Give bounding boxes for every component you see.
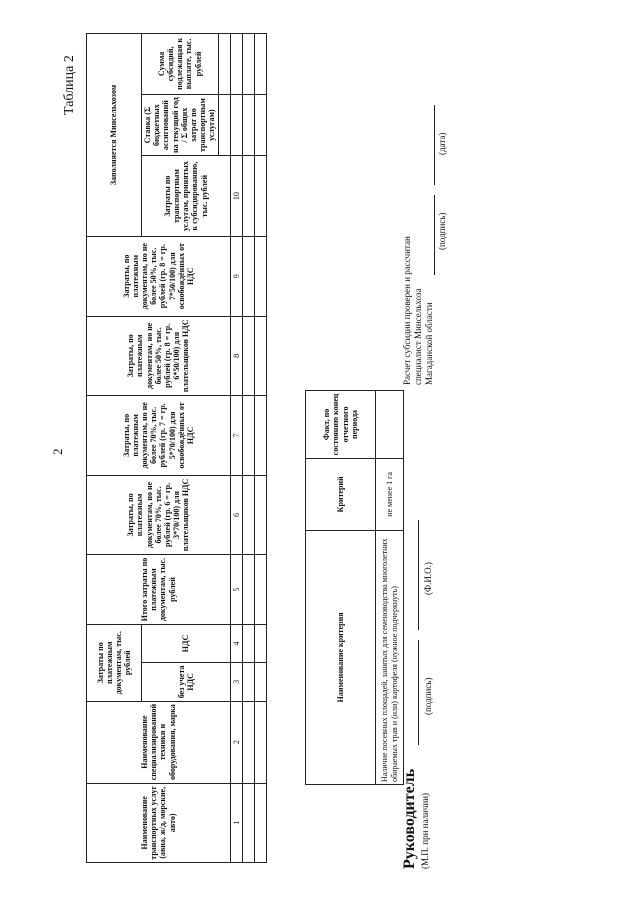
header-ministry-costs: Затраты по транспортным услугам, принятых к субсидированию, тыс. рублей	[142, 156, 231, 236]
column-number: 3	[230, 663, 242, 702]
ministry-signature-line	[434, 195, 435, 275]
table-row	[376, 391, 404, 785]
signature-head-title: Руководитель	[401, 768, 418, 869]
ministry-date-caption: (дата)	[437, 132, 447, 155]
header-col-8: Затраты, по платежным документам, но не более 50%, тыс. рублей (гр. 8 = гр. 6*50/100) для плательщиков НДС	[87, 316, 231, 395]
criteria-row-fact	[376, 391, 404, 459]
table-row	[254, 34, 266, 863]
header-ministry-rate-fill	[218, 94, 230, 156]
header-transport-services: Наименование транспортных услуг (авиа, ж/д, морские, авто)	[87, 783, 231, 862]
column-number: 9	[230, 236, 242, 316]
column-number: 1	[230, 783, 242, 862]
column-number	[230, 94, 242, 156]
page-number: 2	[50, 448, 65, 455]
column-number: 6	[230, 475, 242, 554]
header-ministry-sum-fill	[218, 34, 230, 95]
ministry-date-line	[434, 105, 435, 185]
signature-seal-note: (М.П. при наличии)	[420, 793, 430, 869]
column-number: 2	[230, 701, 242, 783]
criteria-header-fact: Факт, по состоянию конец отчетного периода	[306, 391, 376, 459]
header-equipment: Наименование специализированной техники и оборудования, марка	[87, 701, 231, 783]
table-row	[242, 34, 254, 863]
header-total: Итого затраты по платежным документам, тыс. рублей	[87, 555, 231, 625]
table-title: Таблица 2	[62, 55, 77, 115]
criteria-header-criterion: Критерий	[306, 458, 376, 530]
header-payment-docs: Затраты по платежным документам, тыс. рублей	[87, 624, 142, 701]
signature-name-caption: (Ф.И.О.)	[423, 562, 433, 595]
ministry-note-line-2: специалист Минсельхоза	[413, 288, 423, 385]
header-col-7: Затраты, по платежным документам, но не более 70%, тыс. рублей (гр. 7 = гр. 5*70/100) для освобождённых от НДС	[87, 395, 231, 475]
header-ministry: Заполняется Минсельхозом	[87, 34, 142, 237]
header-col-9: Затраты, по платежным документам, но не более 50%, тыс. рублей (гр. 8 = гр. 7*50/100) для освобождённых от НДС	[87, 236, 231, 316]
header-without-vat: без учета НДС	[142, 663, 231, 702]
ministry-sign-caption: (подпись)	[437, 212, 447, 250]
ministry-note-line-3: Магаданской области	[424, 302, 434, 385]
criteria-row-criterion: не менее 1 га	[376, 458, 404, 530]
column-number: 7	[230, 395, 242, 475]
header-ministry-rate: Ставка (Σ бюджетных ассигнований на текущий год / Σ общих затрат по транспортным услугам)	[142, 94, 219, 156]
column-number-row	[230, 34, 242, 863]
column-number: 8	[230, 316, 242, 395]
header-ministry-sum: Сумма субсидий, подлежащая к выплате, тыс. рублей	[142, 34, 219, 95]
header-vat: НДС	[142, 624, 231, 662]
subsidy-table	[86, 33, 267, 863]
column-number: 10	[230, 156, 242, 236]
column-number: 4	[230, 624, 242, 662]
header-col-6: Затраты, по платежным документам, но не более 70%, тыс. рублей (гр. 6 = гр. 3*70/100) для плательщиков НДС	[87, 475, 231, 554]
ministry-note-line-1: Расчет субсидии проверен и рассчитан	[402, 236, 412, 385]
name-line	[418, 520, 419, 630]
signature-line	[418, 640, 419, 745]
criteria-row-name: Наличие посевных площадей, занятых для семеноводства многолетних обираемых трав и (или) картофеля (нужное подчеркнуть)	[376, 530, 404, 784]
signature-sign-caption: (подпись)	[423, 677, 433, 715]
column-number: 5	[230, 555, 242, 625]
criteria-table	[305, 390, 404, 785]
criteria-header-name: Наименование критерия	[306, 530, 376, 784]
column-number	[230, 34, 242, 95]
